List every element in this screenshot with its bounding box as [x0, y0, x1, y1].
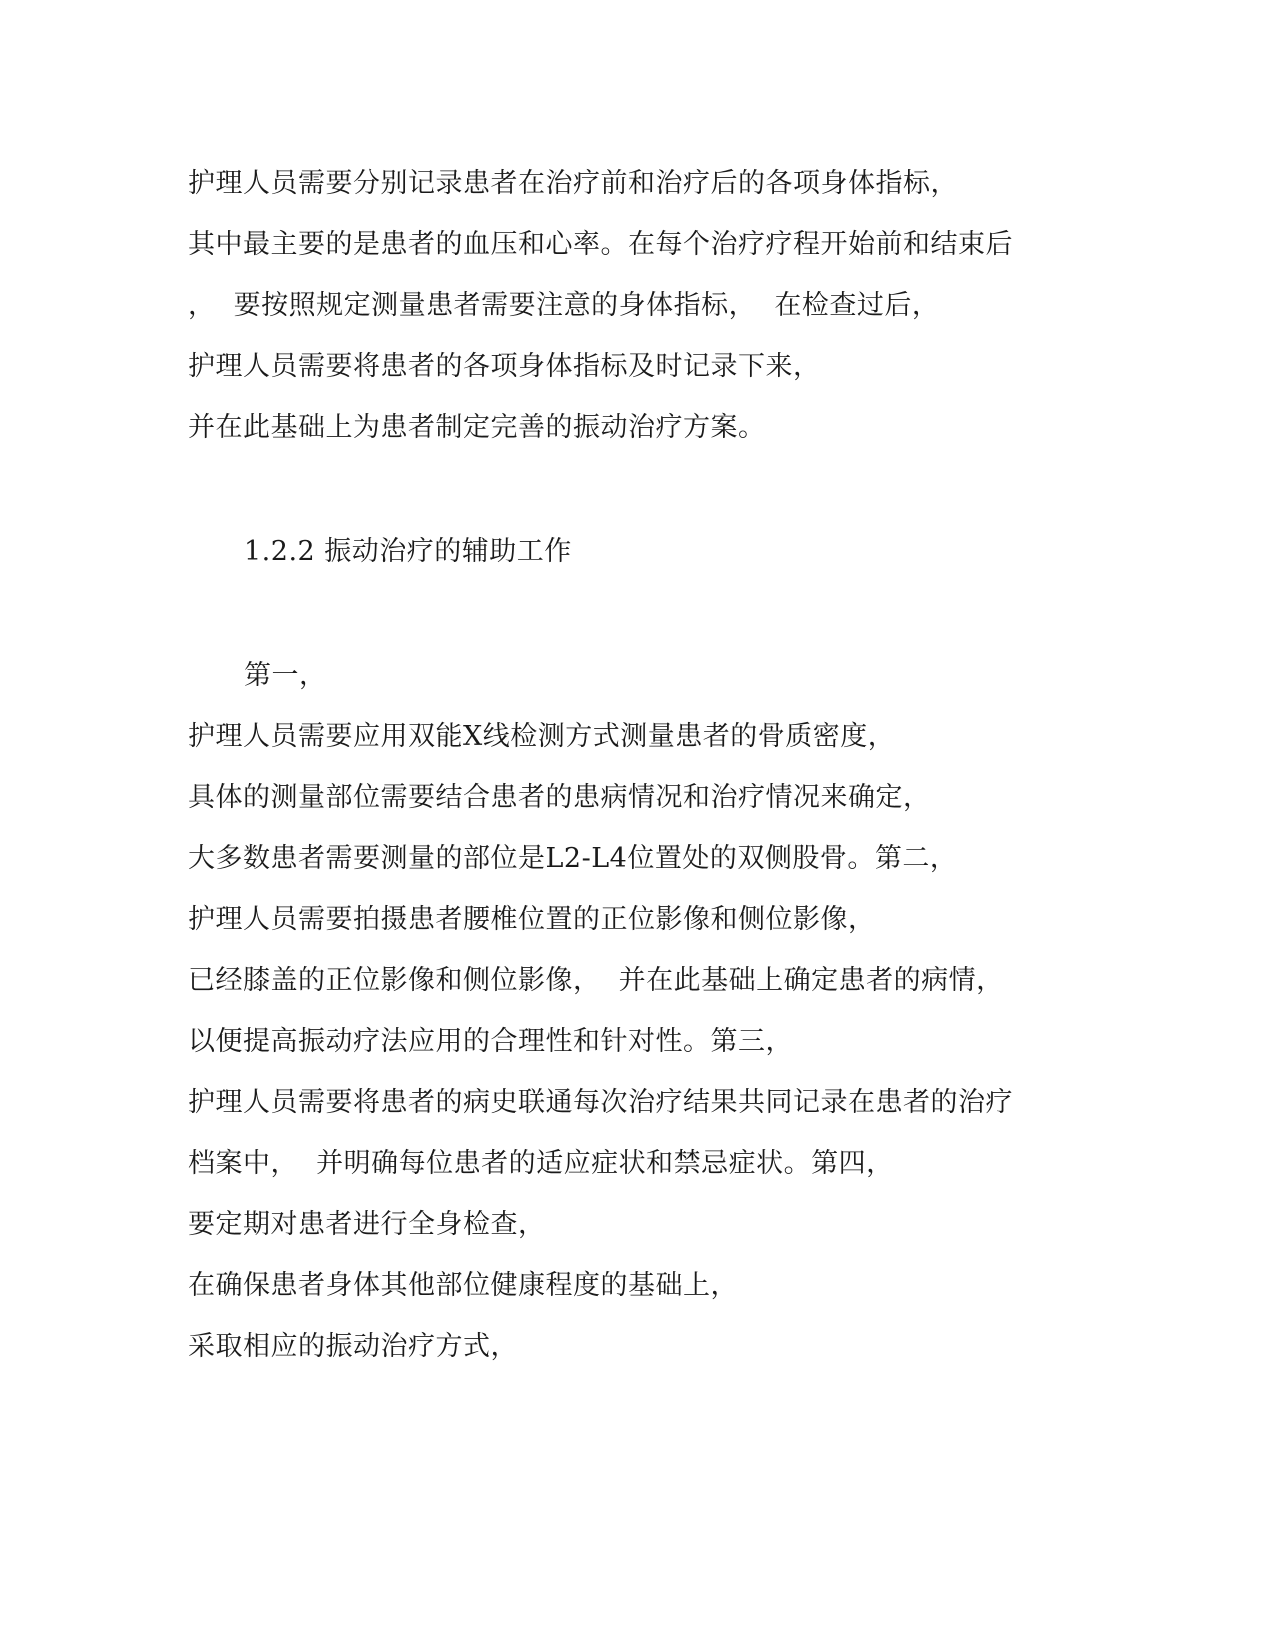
paragraph-line: 护理人员需要拍摄患者腰椎位置的正位影像和侧位影像，: [188, 904, 876, 935]
paragraph-line: 在确保患者身体其他部位健康程度的基础上，: [188, 1270, 738, 1301]
paragraph-line: 档案中， 并明确每位患者的适应症状和禁忌症状。第四，: [188, 1148, 894, 1179]
paragraph-line: 护理人员需要应用双能X线检测方式测量患者的骨质密度，: [188, 721, 896, 752]
section-heading: 1.2.2 振动治疗的辅助工作: [244, 536, 572, 567]
paragraph-line: 护理人员需要将患者的病史联通每次治疗结果共同记录在患者的治疗: [188, 1087, 1013, 1118]
paragraph-line: 以便提高振动疗法应用的合理性和针对性。第三，: [188, 1026, 793, 1057]
paragraph-line: ， 要按照规定测量患者需要注意的身体指标， 在检查过后，: [188, 290, 940, 321]
paragraph-line: 大多数患者需要测量的部位是L2-L4位置处的双侧股骨。第二，: [188, 843, 958, 874]
paragraph-intro: 第一，: [244, 660, 327, 691]
paragraph-line: 具体的测量部位需要结合患者的患病情况和治疗情况来确定，: [188, 782, 931, 813]
paragraph-line: 护理人员需要分别记录患者在治疗前和治疗后的各项身体指标，: [188, 168, 958, 199]
paragraph-line: 要定期对患者进行全身检查，: [188, 1209, 546, 1240]
paragraph-line: 并在此基础上为患者制定完善的振动治疗方案。: [188, 412, 766, 443]
paragraph-line: 护理人员需要将患者的各项身体指标及时记录下来，: [188, 351, 821, 382]
paragraph-line: 采取相应的振动治疗方式，: [188, 1331, 518, 1362]
paragraph-line: 已经膝盖的正位影像和侧位影像， 并在此基础上确定患者的病情，: [188, 965, 1004, 996]
paragraph-line: 其中最主要的是患者的血压和心率。在每个治疗疗程开始前和结束后: [188, 229, 1013, 260]
